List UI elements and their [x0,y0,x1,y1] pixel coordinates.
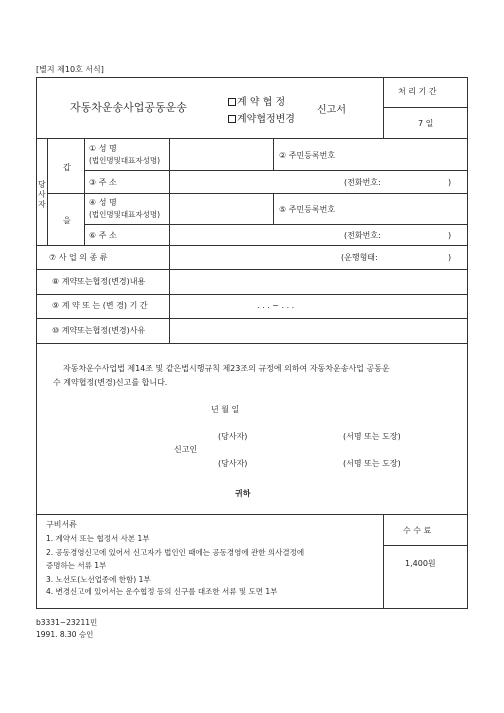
party-b-name-sublabel: (법인명및대표자성명) [89,210,161,219]
change-reason-label: ⑩ 계약또는협정(변경)사유 [52,326,146,335]
addressee: 귀하 [235,489,251,498]
party-b-phone-close: ) [448,231,452,240]
party-b-regno-field[interactable] [350,194,466,223]
option-change[interactable] [228,110,295,125]
option-contract[interactable] [228,93,285,108]
reporter-label: 신고인 [174,445,198,454]
change-label: 계약협정변경 [237,114,295,125]
declaration-date[interactable]: 년 월 일 [211,405,240,414]
form-number-label: [별지 제10호 서식] [36,65,104,74]
party-a-address-label: ③ 주 소 [89,178,117,187]
party-a-regno-label: ② 주민등록번호 [279,151,336,160]
required-doc-item: 1. 계약서 또는 협정서 사본 1부 [46,534,150,543]
declaration-line-2: 수 계약협정(변경)신고를 합니다. [53,378,168,387]
outer-border-bottom [36,608,468,609]
fee-label: 수 수 료 [403,526,432,535]
party-a-address-field[interactable] [170,171,340,192]
contract-content-label: ⑧ 계약또는협정(변경)내용 [52,277,146,286]
business-type-label: ⑦ 사 업 의 종 류 [49,253,108,262]
change-reason-field[interactable] [170,319,466,342]
processing-period-label: 처 리 기 간 [398,87,437,96]
form-title: 자동차운송사업공동운송 [70,101,187,114]
party-b-address-label: ⑥ 주 소 [89,231,117,240]
required-docs-title: 구비서류 [46,520,77,529]
form-title-suffix: 신고서 [317,105,346,116]
declaration-line-1: 자동차운수사업법 제14조 및 같은법시행규칙 제23조의 규정에 의하여 자동차운송사업 공동운 [63,364,390,373]
party2-label: (당사자) [218,459,248,468]
contract-checkbox[interactable] [228,98,236,106]
party1-label: (당사자) [218,432,248,441]
approval-date: 1991. 8.30 승인 [36,630,94,639]
party-a-label: 갑 [63,163,71,172]
contract-period-label: ⑨ 계 약 또 는 (변 경) 기 간 [52,301,148,310]
change-checkbox[interactable] [228,115,236,123]
parties-label-3: 자 [38,200,46,209]
party2-sign[interactable]: (서명 또는 도장) [343,459,401,468]
required-doc-item: 4. 변경신고에 있어서는 운수협정 등의 신구를 대조한 서류 및 도면 1부 [46,587,278,596]
operation-form-label: (운행형태: [341,253,378,262]
business-type-field[interactable] [170,246,330,268]
required-doc-item: 증명하는 서류 1부 [46,561,107,570]
contract-content-field[interactable] [170,270,466,293]
processing-period-value: 7 일 [418,119,434,128]
required-doc-item: 3. 노선도(노선업종에 한함) 1부 [46,575,151,584]
party-a-phone-label: (전화번호: [344,178,381,187]
party-b-phone-label: (전화번호: [344,231,381,240]
fee-value: 1,400원 [405,559,436,568]
required-doc-item: 2. 공동경영신고에 있어서 신고자가 법인인 때에는 공동경영에 관한 의사결정에 [46,548,305,557]
party1-sign[interactable]: (서명 또는 도장) [343,432,401,441]
party-b-label: 을 [63,216,71,225]
form-code: b3331~23211민 [36,618,98,627]
operation-form-close: ) [448,253,452,262]
party-a-name-sublabel: (법인명및대표자성명) [89,156,161,165]
party-a-name-label: ① 성 명 [89,144,117,153]
party-b-name-field[interactable] [170,194,272,223]
party-b-regno-label: ⑤ 주민등록번호 [279,205,336,214]
party-a-name-field[interactable] [170,139,272,169]
parties-label-2: 사 [38,190,46,199]
contract-period-value[interactable]: . . . ~ . . . [257,301,295,310]
contract-label: 계 약 협 정 [237,97,286,108]
party-a-phone-close: ) [448,178,452,187]
outer-border-top [36,77,468,78]
party-b-address-field[interactable] [170,225,340,244]
party-b-name-label: ④ 성 명 [89,198,117,207]
party-a-regno-field[interactable] [350,139,466,169]
parties-label-1: 당 [38,180,46,189]
